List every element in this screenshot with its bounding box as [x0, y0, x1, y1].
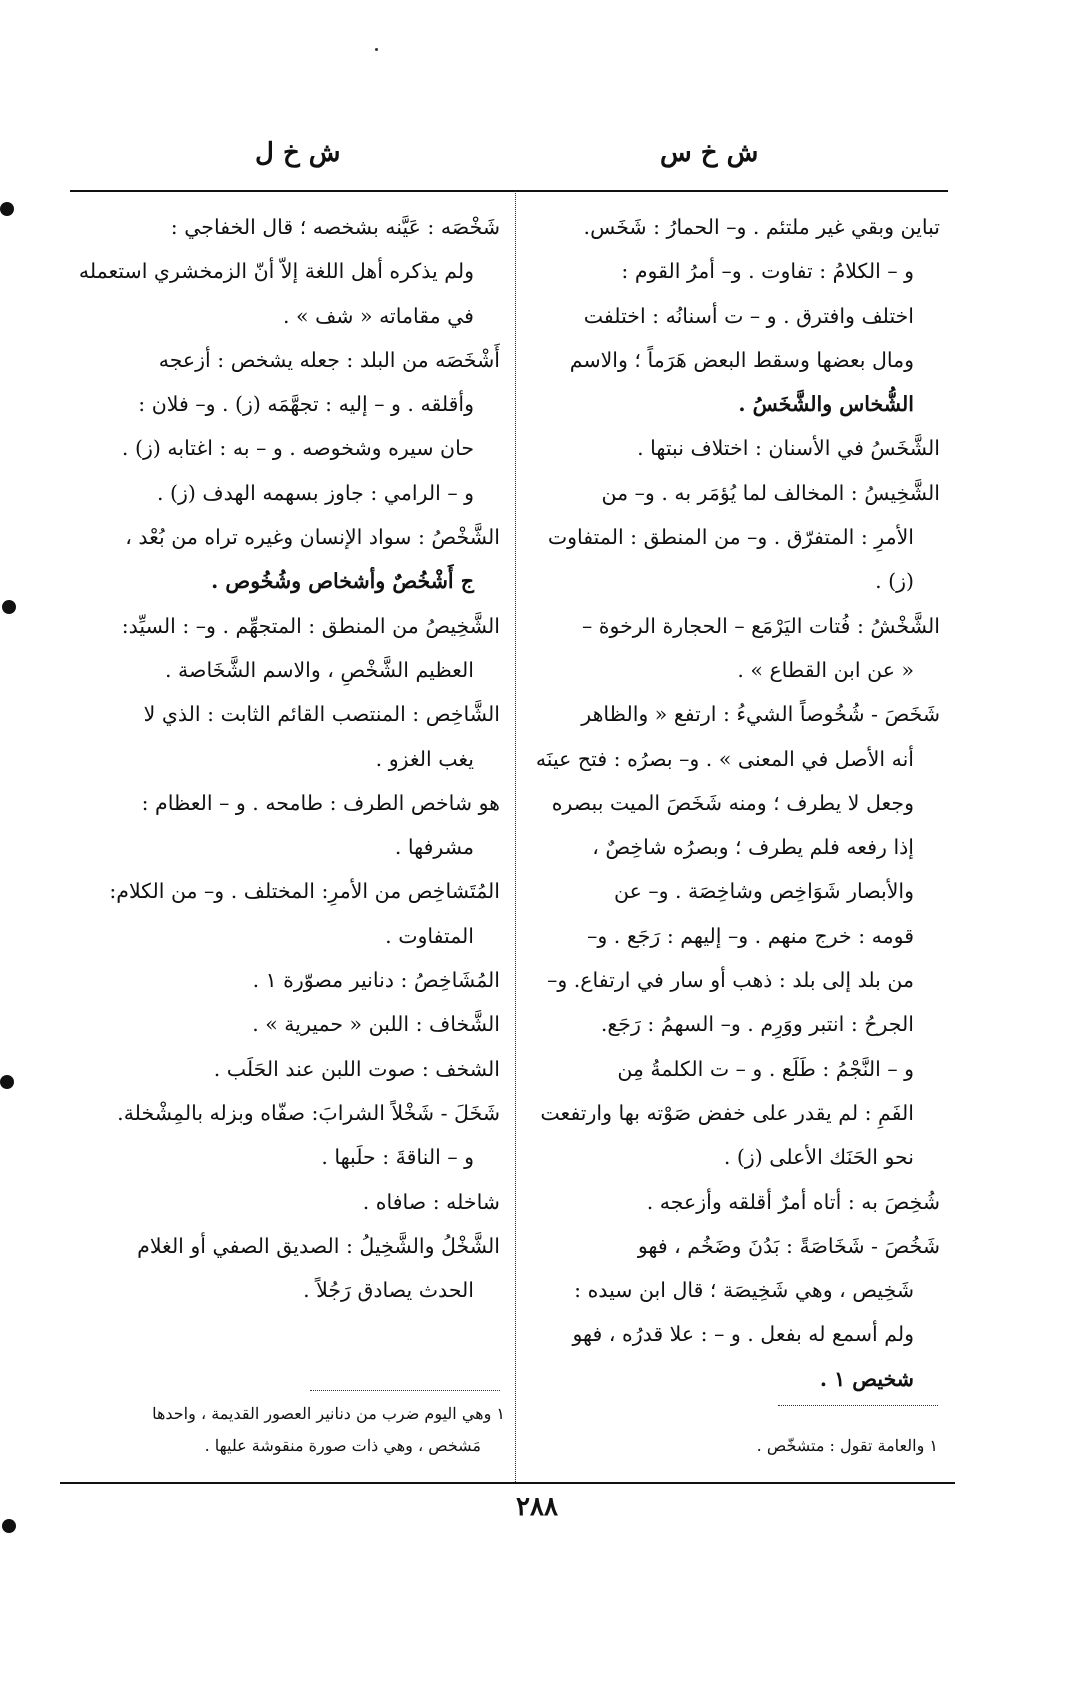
- entry-line: من بلد إلى بلد : ذهب أو سار في ارتفاع. و–: [547, 968, 914, 993]
- entry-line: الشَّاخِص : المنتصب القائم الثابت : الذي لا: [143, 702, 500, 727]
- entry-line: و – الناقةَ : حلَبها .: [321, 1145, 474, 1170]
- entry-line: ولم يذكره أهل اللغة إلاّ أنّ الزمخشري استعمله: [78, 259, 474, 284]
- top-rule: [70, 190, 948, 192]
- entry-line: الشُّخاس والشَّخَسُ .: [738, 392, 914, 417]
- entry-line: شَخَصَ - شُخُوصاً الشيءُ : ارتفع « والظاهر: [581, 702, 940, 727]
- footnote-rule: [778, 1405, 938, 1406]
- ink-speck: [375, 48, 378, 51]
- binding-hole-mark: [0, 1075, 14, 1089]
- left-column-header: ش خ ل: [255, 138, 341, 168]
- entry-line: شاخله : صافاه .: [362, 1189, 500, 1214]
- entry-line: أنه الأصل في المعنى » . و– بصرُه : فتح عينَه: [535, 746, 914, 771]
- entry-line: الشَّخَسُ في الأسنان : اختلاف نبتها .: [637, 436, 940, 461]
- entry-line: العظيم الشَّخْصِ ، والاسم الشَّخَاصة .: [165, 657, 474, 682]
- entry-line: في مقاماته « شف » .: [283, 303, 474, 328]
- left-column: [68, 205, 500, 1312]
- left-footnote: [65, 1398, 505, 1462]
- column-divider: [515, 190, 516, 1482]
- entry-line: الشَّخِيصُ من المنطق : المتجهِّم . و– : السيِّد:: [121, 613, 500, 638]
- entry-line: اختلف وافترق . و – ت أسنانُه : اختلفت: [583, 303, 914, 328]
- entry-line: ولم أسمع له بفعل . و – : علا قدرُه ، فهو: [572, 1322, 914, 1347]
- binding-hole-mark: [0, 202, 14, 216]
- entry-line: نحو الحَنَك الأعلى (ز) .: [723, 1145, 914, 1170]
- entry-line: الجرحُ : انتبر ووَرِم . و– السهمُ : رَجَع.: [600, 1012, 914, 1037]
- entry-line: أَشْخَصَه من البلد : جعله يشخص : أزعجه: [158, 347, 500, 372]
- entry-line: الأمرِ : المتفرّق . و– من المنطق : المتفاوت: [547, 525, 914, 550]
- entry-line: شَخُصَ - شَخَاصَةً : بَدُنَ وضَخُم ، فهو: [637, 1233, 940, 1258]
- footnote-line: مَشخص ، وهي ذات صورة منقوشة عليها .: [204, 1436, 481, 1455]
- entry-line: و – الكلامُ : تفاوت . و– أمرُ القوم :: [621, 259, 914, 284]
- footnote-line: ١ وهي اليوم ضرب من دنانير العصور القديمة ، واحدها: [152, 1404, 505, 1423]
- entry-line: شَخَلَ - شَخْلاً الشرابَ: صفّاه وبزله بالمِشْخلة.: [117, 1100, 500, 1125]
- footnote-rule: [310, 1390, 500, 1391]
- bottom-rule: [60, 1482, 955, 1484]
- entry-line: المُشَاخِصُ : دنانير مصوّرة ١ .: [252, 968, 500, 993]
- entry-line: (ز) .: [875, 569, 914, 594]
- entry-line: الشخف : صوت اللبن عند الحَلَب .: [213, 1056, 500, 1081]
- entry-line: و – النَّجْمُ : طَلَع . و – ت الكلمةُ مِن: [617, 1056, 914, 1081]
- binding-hole-mark: [2, 600, 16, 614]
- entry-line: شُخِصَ به : أتاه أمرٌ أقلقه وأزعجه .: [646, 1189, 940, 1214]
- entry-line: يغب الغزو .: [375, 746, 474, 771]
- entry-line: « عن ابن القطاع » .: [737, 657, 914, 682]
- entry-line: المتفاوت .: [385, 923, 474, 948]
- entry-line: تباين وبقي غير ملتئم . و– الحمارُ : شَخَس.: [583, 215, 940, 239]
- entry-line: هو شاخص الطرف : طامحه . و – العظام :: [141, 790, 500, 815]
- entry-line: والأبصار شَوَاخِص وشاخِصَة . و– عن: [613, 879, 914, 904]
- entry-line: المُتَشاخِص من الأمرِ: المختلف . و– من الكلام:: [109, 879, 500, 904]
- entry-line: شَخِيص ، وهي شَخِيصَة ؛ قال ابن سيده :: [574, 1278, 914, 1303]
- entry-line: الشَّخْصُ : سواد الإنسان وغيره تراه من بُعْد ،: [125, 525, 500, 550]
- entry-line: وجعل لا يطرف ؛ ومنه شَخَصَ الميت ببصره: [551, 790, 914, 815]
- entry-line: الشَّخْشُ : فُتات اليَرْمَع – الحجارة الرخوة –: [581, 613, 940, 638]
- right-column: [527, 205, 940, 1401]
- entry-line: وأقلقه . و – إليه : تجهَّمَه (ز) . و– فلان :: [138, 392, 474, 417]
- entry-line: الشَّخْلُ والشَّخِيلُ : الصديق الصفي أو الغلام: [137, 1233, 500, 1258]
- entry-line: ج أَشْخُصٌ وأشخاص وشُخُوص .: [211, 569, 474, 594]
- entry-line: إذا رفعه فلم يطرف ؛ وبصرُه شاخِصٌ ،: [592, 835, 914, 860]
- right-footnote: ١ والعامة تقول : متشخّص .: [756, 1436, 938, 1455]
- entry-line: مشرفها .: [394, 835, 474, 860]
- entry-line: ومال بعضها وسقط البعض هَرَماً ؛ والاسم: [569, 347, 914, 372]
- entry-line: حان سيره وشخوصه . و – به : اغتابه (ز) .: [121, 436, 474, 461]
- entry-line: شَخْصَه : عَيَّنه بشخصه ؛ قال الخفاجي :: [170, 215, 500, 239]
- page-number: ٢٨٨: [516, 1492, 558, 1522]
- entry-line: و – الرامي : جاوز بسهمه الهدف (ز) .: [156, 480, 474, 505]
- entry-line: الشَّخاف : اللبن « حميرية » .: [252, 1012, 500, 1037]
- entry-line: شخيص ١ .: [819, 1366, 914, 1391]
- right-column-header: ش خ س: [660, 138, 759, 168]
- entry-line: الفَمِ : لم يقدر على خفض صَوْته بها وارتفعت: [540, 1100, 914, 1125]
- entry-line: الشَّخِيسُ : المخالف لما يُؤمَر به . و– من: [601, 480, 940, 505]
- entry-line: قومه : خرج منهم . و– إليهم : رَجَع . و–: [587, 923, 914, 948]
- entry-line: الحدث يصادق رَجُلاً .: [303, 1278, 474, 1303]
